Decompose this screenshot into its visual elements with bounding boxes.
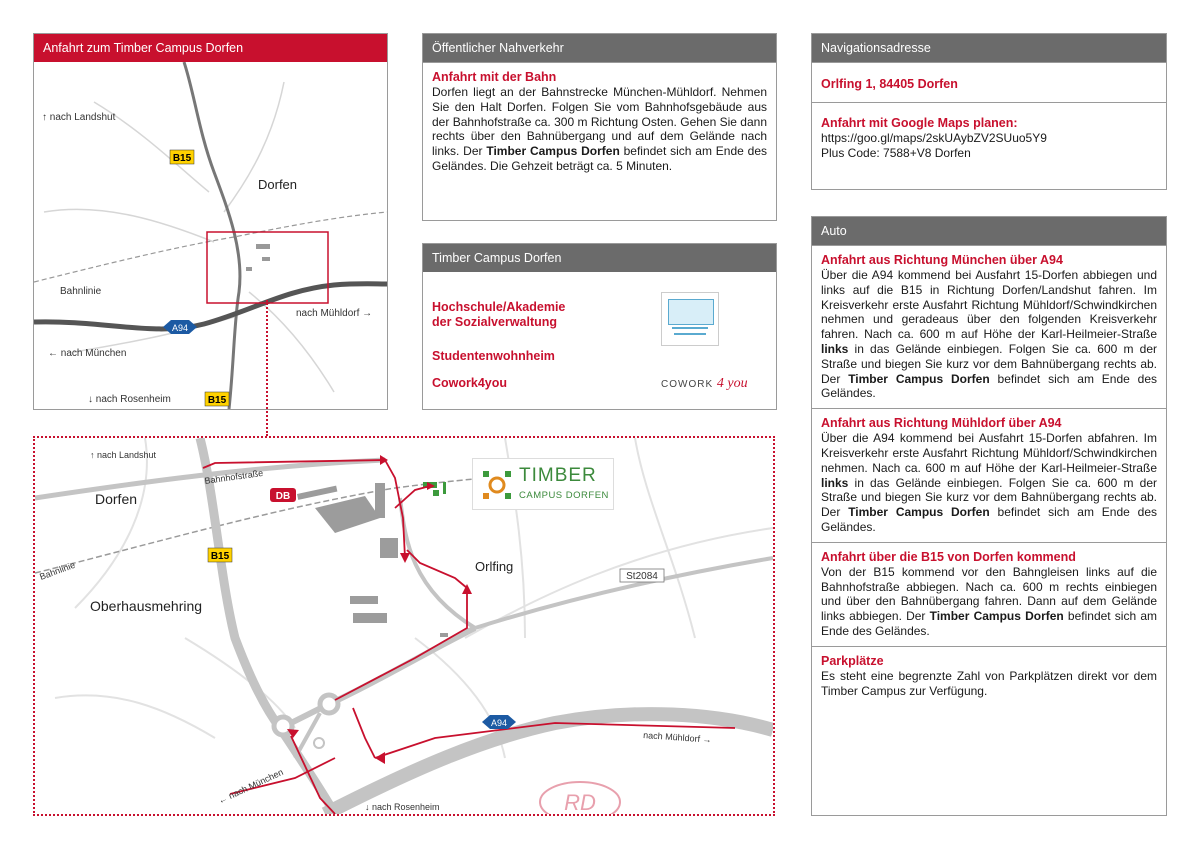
dt-label-bahnlinie: Bahnlinie bbox=[38, 559, 77, 582]
navigation-header: Navigationsadresse bbox=[812, 34, 1166, 62]
maps-title: Anfahrt mit Google Maps planen: bbox=[821, 116, 1018, 130]
auto-s3-text: Von der B15 kommend vor den Bahngleisen links auf die Bahnhofstraße abbiegen. Nach ca. 600 m rechts einbiegen und über den Bahnübergang fahren. Dann auf dem Gelände links abbiegen. Der Timber Campus Dorfen befindet sich am Ende des Geländes. bbox=[821, 564, 1157, 638]
campus-header: Timber Campus Dorfen bbox=[423, 244, 776, 272]
navigation-panel bbox=[811, 33, 1167, 190]
dt-label-muehldorf: nach Mühldorf → bbox=[642, 730, 712, 745]
oepnv-title: Anfahrt mit der Bahn bbox=[432, 70, 557, 84]
oepnv-header: Öffentlicher Nahverkehr bbox=[423, 34, 776, 62]
campus-panel bbox=[422, 243, 777, 410]
ov-label-rosenheim: ↓ nach Rosenheim bbox=[88, 394, 171, 405]
a94-detail-road bbox=[325, 714, 773, 814]
shield-b15-detail: B15 bbox=[210, 551, 230, 562]
st2084-road bbox=[475, 558, 773, 628]
ov-label-bahnlinie: Bahnlinie bbox=[60, 286, 102, 297]
svg-text:A94: A94 bbox=[490, 718, 508, 728]
oepnv-text: Dorfen liegt an der Bahnstrecke München-Mühldorf. Nehmen Sie den Halt Dorfen. Folgen Sie vom Bahnhofsgebäude aus der Bahnhofstraße ca. 300 m Richtung Osten. Gehen Sie dann rechts über den Bahnübergang und auf dem Gelände nach links. Der Timber Campus Dorfen befindet sich am Ende des Geländes. Die Gehzeit beträgt ca. 5 Minuten. bbox=[432, 85, 767, 173]
campus-item-studentenwohnheim: Studentenwohnheim bbox=[432, 349, 555, 363]
dt-label-landshut: ↑ nach Landshut bbox=[90, 450, 157, 460]
timber-logo-icon bbox=[479, 467, 515, 503]
dt-label-muenchen: ← nach München bbox=[216, 766, 285, 806]
auto-s4-text: Es steht eine begrenzte Zahl von Parkplätzen direkt vor dem Timber Campus zur Verfügung. bbox=[821, 668, 1157, 698]
ov-label-muehldorf: nach Mühldorf → bbox=[296, 308, 373, 319]
detail-map bbox=[35, 438, 773, 814]
auto-s4-title: Parkplätze bbox=[821, 653, 884, 668]
shield-db: DB bbox=[275, 491, 291, 502]
st2084-label: St2084 bbox=[626, 571, 658, 582]
navigation-address: Orlfing 1, 84405 Dorfen bbox=[821, 77, 958, 91]
overview-map-panel bbox=[33, 33, 388, 410]
ov-label-landshut: ↑ nach Landshut bbox=[42, 112, 116, 123]
dt-label-bahnhofstrasse: Bahnhofstraße bbox=[203, 467, 264, 486]
timber-logo-line1: TIMBER bbox=[519, 465, 597, 486]
overview-map bbox=[34, 62, 387, 409]
auto-s2-text: Über die A94 kommend bei Ausfahrt 15-Dorfen abfahren. Im Kreisverkehr erste Ausfahrt Richtung Mühldorf/Schwindkirchen nehmen. Nach ca. 600 m auf Höhe der Karl-Heilmeier-Straße links in das Gelände einbiegen. Folgen Sie ca. 600 m der Straße und biegen Sie kurz vor dem Bahnübergang rechts ab. Der Timber Campus Dorfen befindet sich am Ende des Geländes. bbox=[821, 431, 1158, 534]
auto-s3-title: Anfahrt über die B15 von Dorfen kommend bbox=[821, 549, 1076, 564]
ov-label-muenchen: ← nach München bbox=[48, 348, 127, 359]
cowork-logo: COWORK 4 you bbox=[661, 376, 748, 391]
auto-s2-title: Anfahrt aus Richtung Mühldorf über A94 bbox=[821, 416, 1062, 431]
svg-text:RD: RD bbox=[564, 790, 596, 814]
map-connector bbox=[266, 300, 268, 436]
dt-label-orlfing: Orlfing bbox=[475, 559, 514, 574]
dt-label-oberhausmehring: Oberhausmehring bbox=[90, 598, 203, 614]
plus-code: Plus Code: 7588+V8 Dorfen bbox=[821, 145, 971, 160]
roundabout-2 bbox=[320, 695, 338, 713]
dt-label-rosenheim: ↓ nach Rosenheim bbox=[365, 802, 440, 812]
b15-road bbox=[184, 62, 240, 409]
ov-label-dorfen: Dorfen bbox=[258, 177, 298, 192]
svg-text:A94: A94 bbox=[171, 323, 189, 333]
campus-highlight bbox=[207, 232, 328, 303]
campus-item-hochschule: Hochschule/Akademie der Sozialverwaltung bbox=[432, 300, 566, 329]
auto-s1-text: Über die A94 kommend bei Ausfahrt 15-Dorfen abbiegen und links auf die B15 in Richtung Dorfen/Landshut fahren. Im Kreisverkehr erste Ausfahrt Richtung Mühldorf/Schwindkirchen nehmen und geradeaus über den folgenden Kreisverkehr fahren. Nach ca. 600 m auf Höhe der Karl-Heilmeier-Straße links in das Gelände einbiegen. Folgen Sie ca. 600 m der Straße und biegen Sie kurz vor dem Bahnübergang rechts ab. Der Timber Campus Dorfen befindet sich am Ende des Geländes. bbox=[821, 268, 1158, 401]
campus-item-cowork: Cowork4you bbox=[432, 376, 508, 390]
dt-label-dorfen: Dorfen bbox=[95, 491, 138, 507]
akademie-seal bbox=[661, 292, 719, 346]
detail-map-panel bbox=[33, 436, 775, 816]
auto-panel bbox=[811, 216, 1167, 816]
shield-b15-bottom: B15 bbox=[207, 395, 227, 406]
maps-url[interactable]: https://goo.gl/maps/2skUAybZV2SUuo5Y9 bbox=[821, 131, 1047, 145]
auto-header: Auto bbox=[812, 217, 1166, 245]
shield-b15-top: B15 bbox=[172, 153, 192, 164]
timber-campus-logo bbox=[472, 458, 614, 510]
oepnv-panel bbox=[422, 33, 777, 221]
overview-map-title: Anfahrt zum Timber Campus Dorfen bbox=[34, 34, 387, 62]
timber-logo-line2: CAMPUS DORFEN bbox=[519, 490, 609, 501]
auto-s1-title: Anfahrt aus Richtung München über A94 bbox=[821, 253, 1063, 267]
